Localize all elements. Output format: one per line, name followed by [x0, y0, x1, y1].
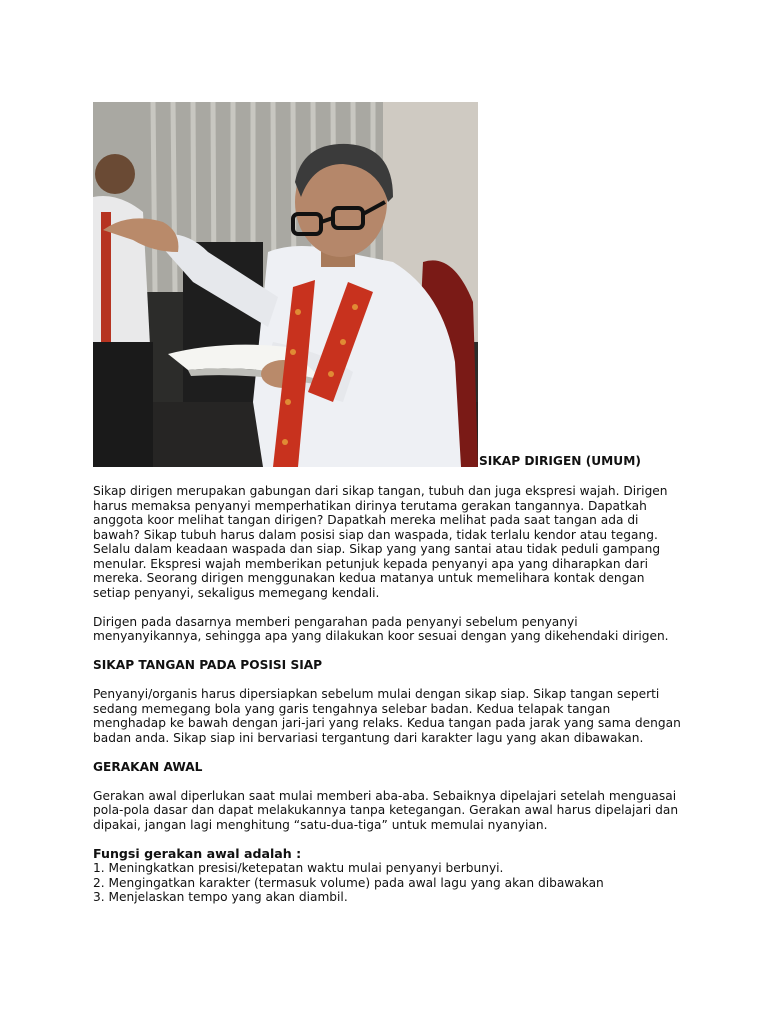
fungsi-title: Fungsi gerakan awal adalah : [93, 845, 302, 861]
paragraph-posisi-siap: Penyanyi/organis harus dipersiapkan sebelum mulai dengan sikap siap. Sikap tangan seperti sedang memegang bola yang garis tengahnya selebar badan. Kedua telapak tangan menghadap ke bawah dengan jari-jari yang relaks. Kedua tangan pada jarak yang sama dengan badan anda. Sikap siap ini bervariasi tergantung dari karakter lagu yang akan dibawakan. [93, 687, 681, 745]
intro-paragraph-1: Sikap dirigen merupakan gabungan dari sikap tangan, tubuh dan juga ekspresi wajah. Dirigen harus memaksa penyanyi memperhatikan dirinya terutama gerakan tangannya. Dapatkah anggota koor melihat tangan dirigen? Dapatkah mereka melihat pada saat tangan ada di bawah? Sikap tubuh harus dalam posisi siap dan waspada, tidak terlalu kendor atau tegang. Selalu dalam keadaan waspada dan siap. Sikap yang yang santai atau tidak peduli gampang menular. Ekspresi wajah memberikan petunjuk kepada penyanyi apa yang diharapkan dari mereka. Seorang dirigen menggunakan kedua matanya untuk memelihara kontak dengan setiap penyanyi, sekaligus memegang kendali. [93, 484, 668, 600]
document-title: SIKAP DIRIGEN (UMUM) [479, 454, 641, 468]
heading-posisi-siap: SIKAP TANGAN PADA POSISI SIAP [93, 658, 323, 672]
fungsi-item: 2. Mengingatkan karakter (termasuk volume) pada awal lagu yang akan dibawakan [93, 875, 604, 890]
document-page [93, 102, 683, 904]
document-body [93, 484, 683, 905]
photo-title-row [93, 102, 683, 467]
paragraph-gerakan-awal: Gerakan awal diperlukan saat mulai memberi aba-aba. Sebaiknya dipelajari setelah menguasai pola-pola dasar dan dapat melakukannya tanpa ketegangan. Gerakan awal harus dipelajari dan dipakai, jangan lagi menghitung “satu-dua-tiga” untuk memulai nyanyian. [93, 788, 679, 832]
conductor-photo-illustration [93, 102, 478, 467]
fungsi-item: 1. Meningkatkan presisi/ketepatan waktu mulai penyanyi berbunyi. [93, 861, 504, 875]
conductor-photo [93, 102, 478, 467]
fungsi-item: 3. Menjelaskan tempo yang akan diambil. [93, 890, 348, 904]
heading-gerakan-awal: GERAKAN AWAL [93, 759, 203, 774]
intro-paragraph-2: Dirigen pada dasarnya memberi pengarahan pada penyanyi sebelum penyanyi menyanyikannya, sehingga apa yang dilakukan koor sesuai dengan yang dikehendaki dirigen. [93, 614, 669, 643]
fungsi-list [93, 861, 683, 905]
